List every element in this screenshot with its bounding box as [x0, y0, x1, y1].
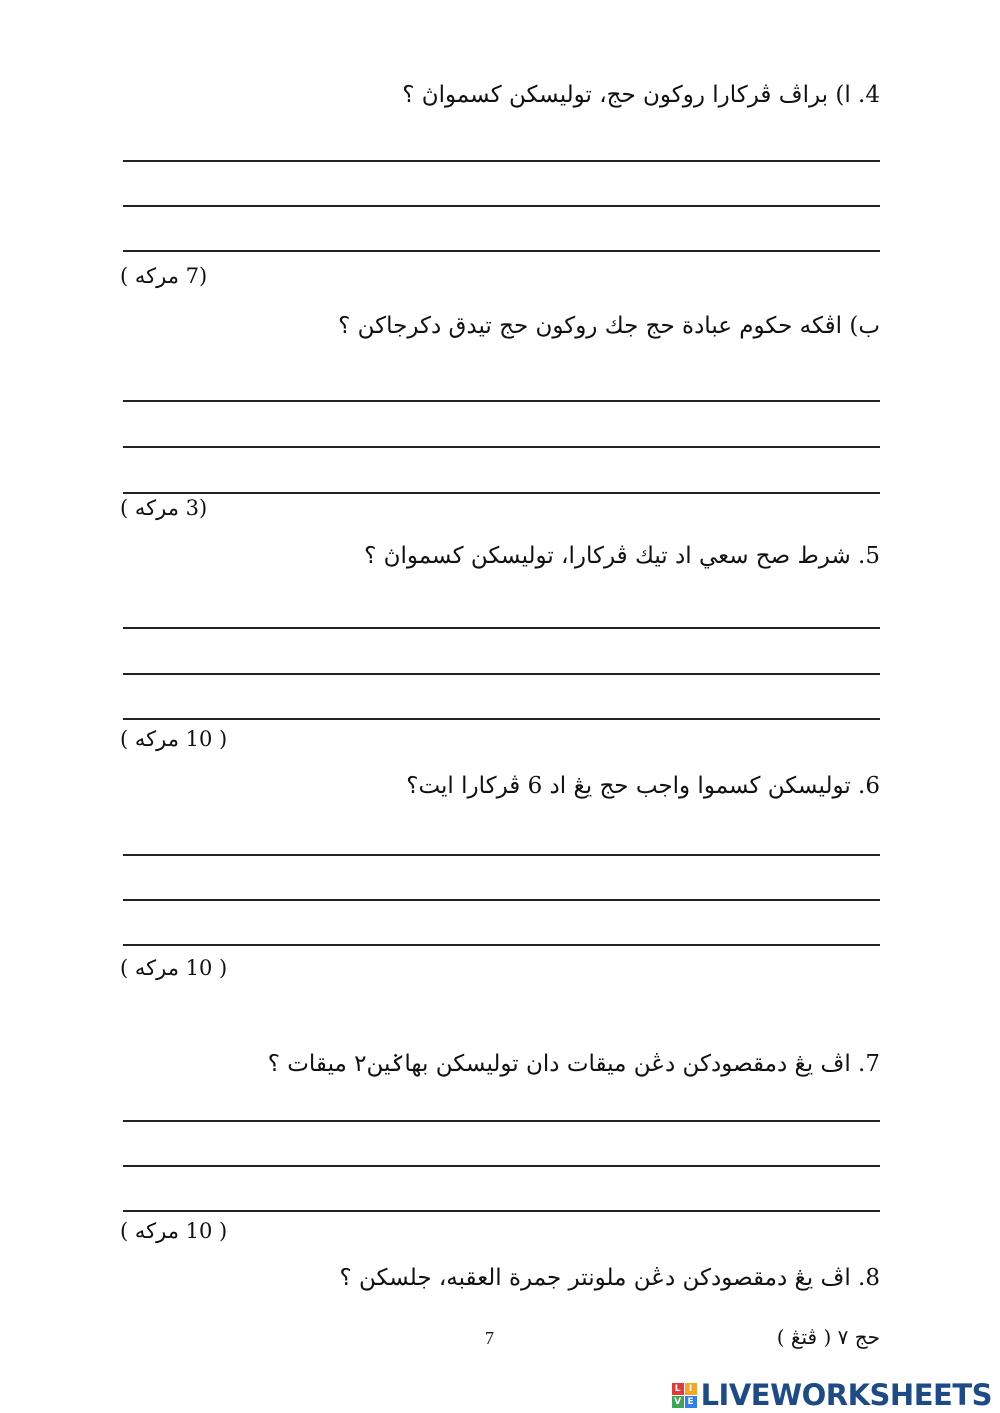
page-number: 7 — [485, 1328, 494, 1348]
answer-line[interactable] — [123, 446, 880, 448]
answer-line[interactable] — [123, 627, 880, 629]
answer-line[interactable] — [123, 673, 880, 675]
marks-label: ( 10 مركه ) — [120, 727, 228, 751]
answer-line[interactable] — [123, 899, 880, 901]
logo-tile: L — [672, 1383, 684, 1395]
answer-line[interactable] — [123, 718, 880, 720]
answer-line[interactable] — [123, 1210, 880, 1212]
answer-line[interactable] — [123, 854, 880, 856]
logo-tile: I — [685, 1383, 697, 1395]
answer-line[interactable] — [123, 1120, 880, 1122]
marks-label: ( 10 مركه ) — [120, 1219, 228, 1243]
answer-line[interactable] — [123, 250, 880, 252]
question-text: ب) اڤكه حكوم عبادة حج جك روكون حج تيدق دكرجاكن ؟ — [338, 313, 880, 339]
question-text: 4. ا) براڤ ڤركارا روكون حج، توليسكن كسمواڽ ؟ — [402, 82, 880, 108]
logo-tile: V — [672, 1396, 684, 1408]
question-text: 6. توليسكن كسموا واجب حج يڠ اد 6 ڤركارا ايت؟ — [406, 773, 880, 799]
logo-icon — [672, 1383, 697, 1408]
answer-line[interactable] — [123, 944, 880, 946]
footer-label: حج ٧ ( ڤتڠ ) — [776, 1325, 880, 1349]
answer-line[interactable] — [123, 492, 880, 494]
logo-text: LIVEWORKSHEETS — [700, 1378, 992, 1412]
question-text: 8. اڤ يڠ دمقصودكن دڠن ملونتر جمرة العقبه، جلسكن ؟ — [339, 1265, 880, 1291]
question-text: 7. اڤ يڠ دمقصودكن دڠن ميقات دان توليسكن بهاݢين٢ ميقات ؟ — [267, 1051, 880, 1077]
marks-label: ( 10 مركه ) — [120, 956, 228, 980]
liveworksheets-logo — [672, 1378, 992, 1412]
logo-tile: E — [685, 1396, 697, 1408]
question-text: 5. شرط صح سعي اد تيك ڤركارا، توليسكن كسمواڽ ؟ — [364, 543, 880, 569]
marks-label: (3 مركه ) — [120, 496, 208, 520]
answer-line[interactable] — [123, 400, 880, 402]
answer-line[interactable] — [123, 1165, 880, 1167]
answer-line[interactable] — [123, 205, 880, 207]
answer-line[interactable] — [123, 160, 880, 162]
marks-label: (7 مركه ) — [120, 264, 208, 288]
